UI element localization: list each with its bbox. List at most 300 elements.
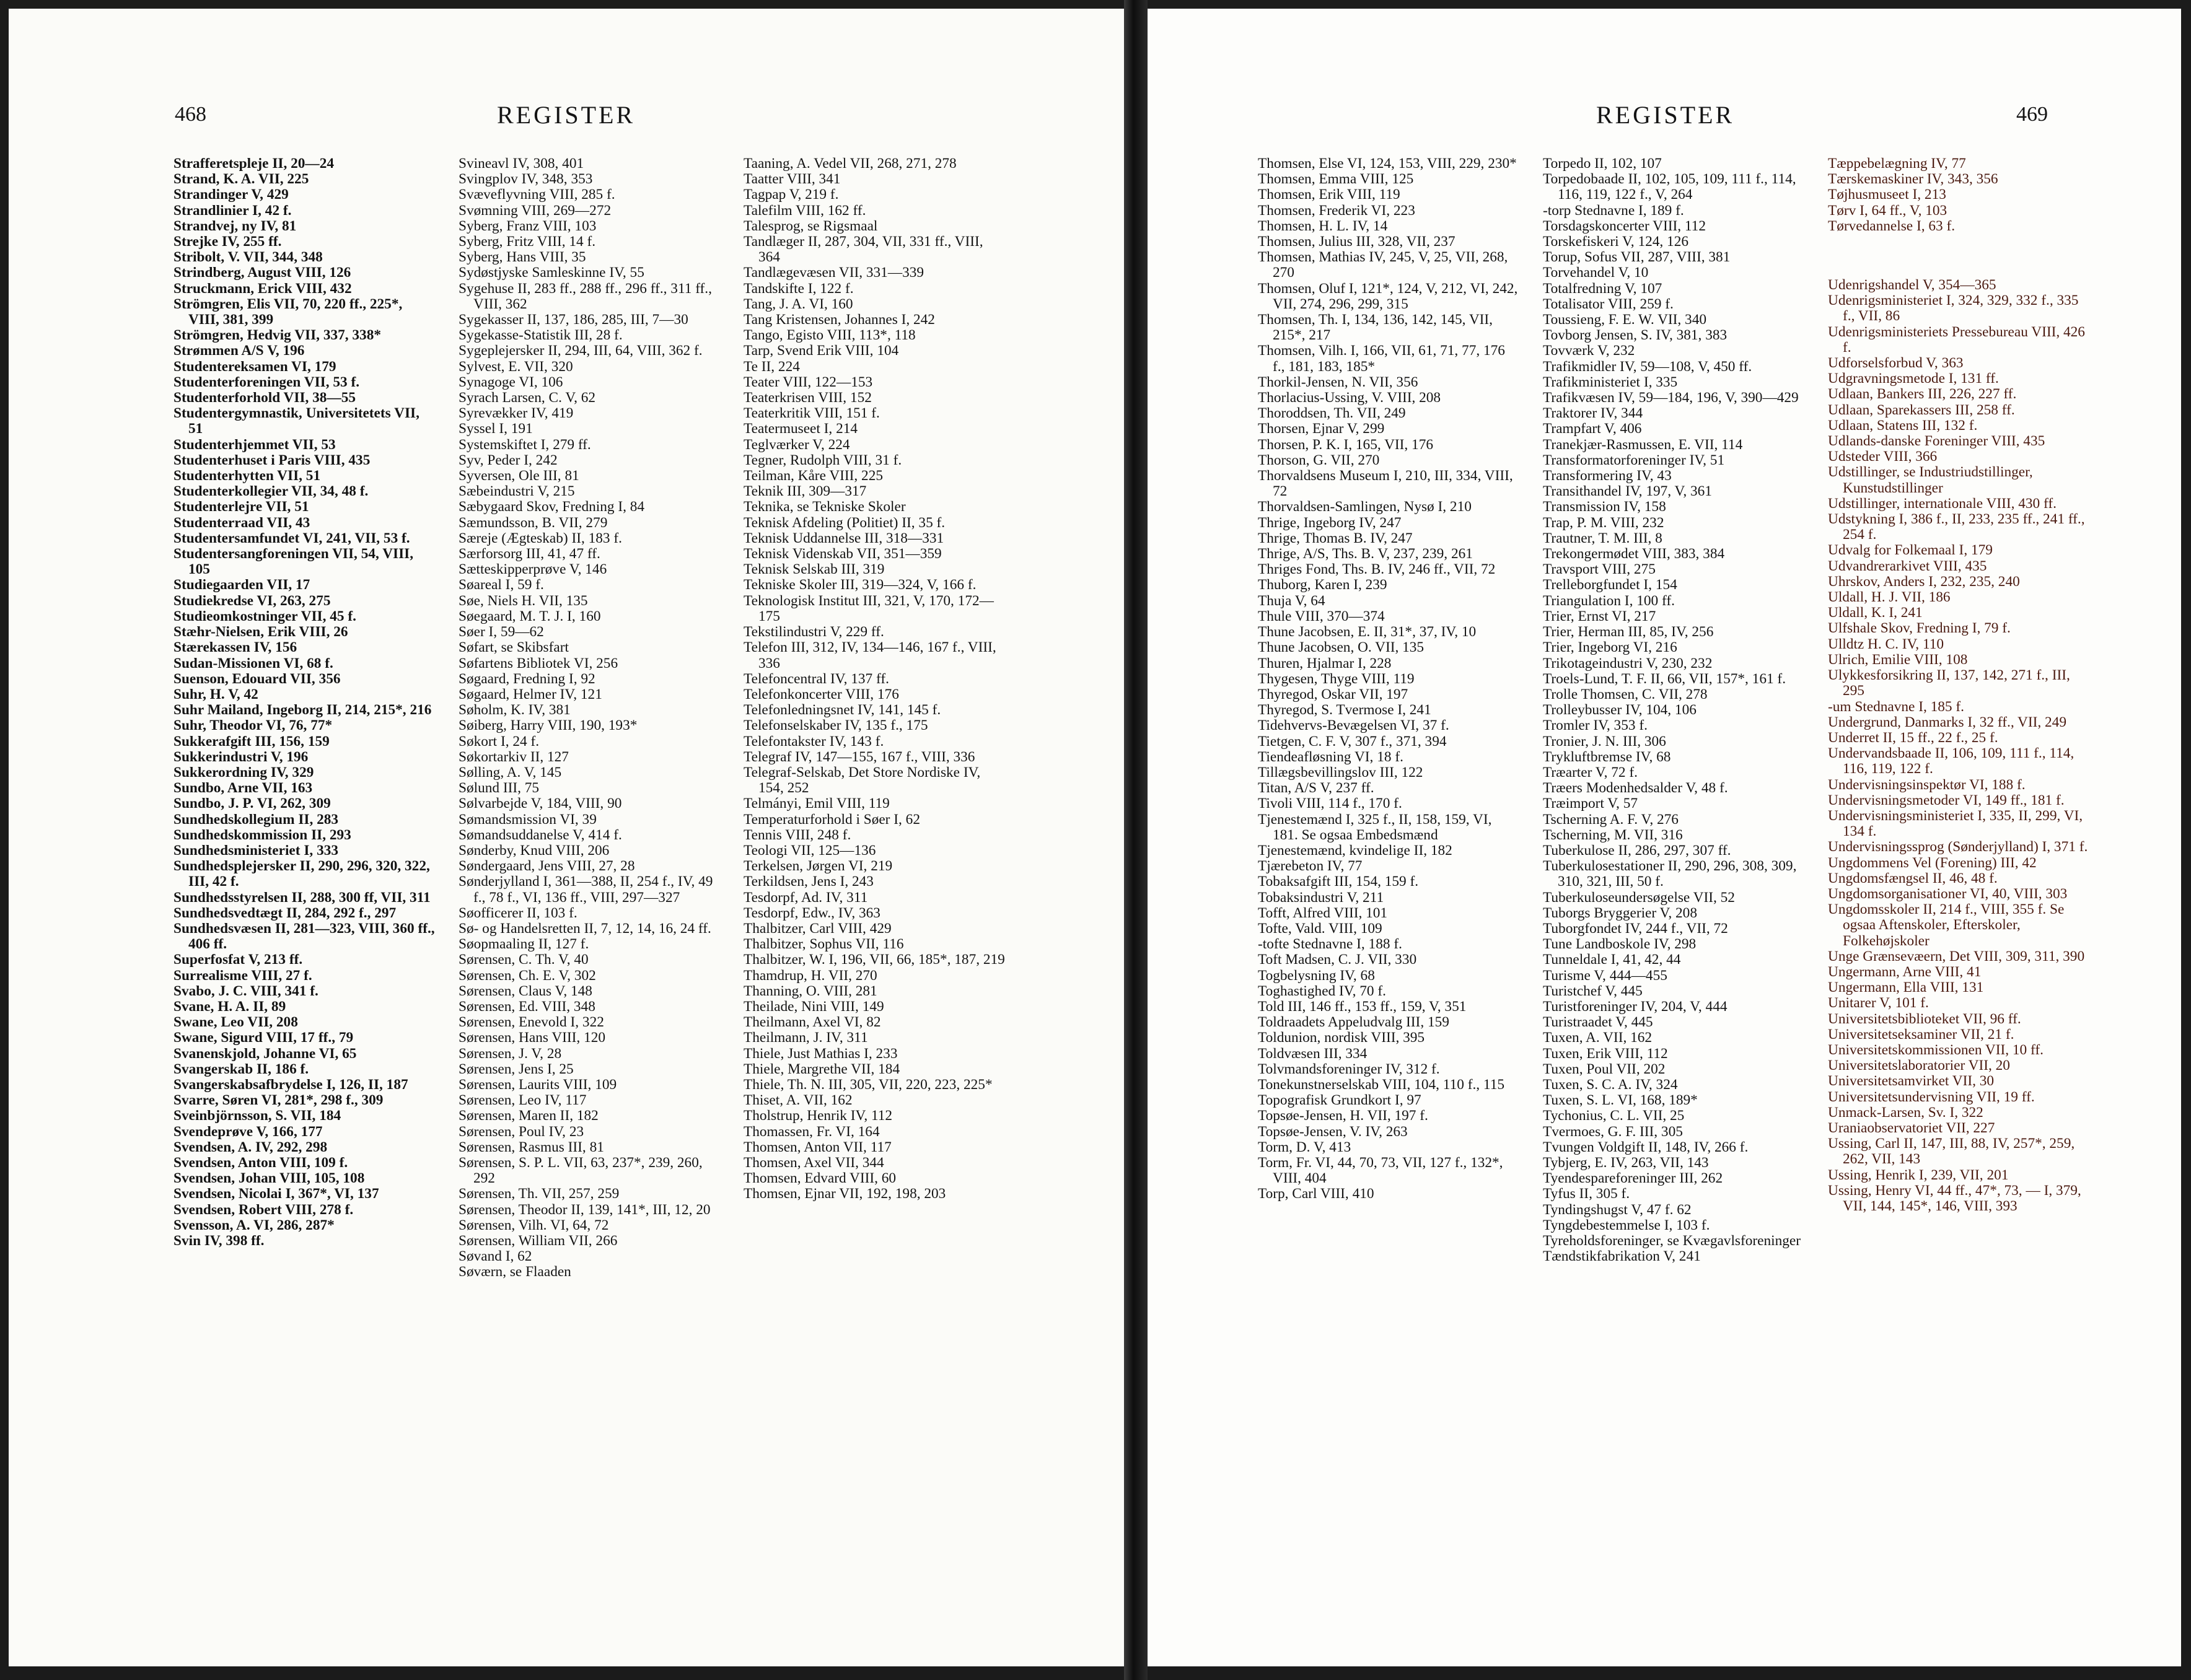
- index-entry: Udlands-danske Foreninger VIII, 435: [1828, 433, 2045, 450]
- index-entry: Svendsen, Johan VIII, 105, 108: [173, 1170, 365, 1187]
- index-entry: Thomsen, Edvard VIII, 60: [744, 1170, 897, 1187]
- index-entry: Søofficerer II, 103 f.: [459, 904, 577, 921]
- index-entry: Tekstilindustri V, 229 ff.: [744, 624, 884, 641]
- index-entry: Thorsen, P. K. I, 165, VII, 176: [1258, 436, 1433, 453]
- index-entry: Tuxen, Erik VIII, 112: [1543, 1045, 1668, 1062]
- index-entry: Undervandsbaade II, 106, 109, 111 f., 114, 116, 119, 122 f.: [1828, 745, 2075, 777]
- index-entry: Terkelsen, Jørgen VI, 219: [744, 858, 893, 875]
- index-entry: Thanning, O. VIII, 281: [744, 982, 877, 999]
- index-entry: Sygekasse-Statistik III, 28 f.: [459, 327, 623, 344]
- index-entry: Telefoncentral IV, 137 ff.: [744, 670, 889, 687]
- index-entry: Torpedo II, 102, 107: [1543, 155, 1662, 172]
- index-entry: Thyregod, Oskar VII, 197: [1258, 686, 1408, 702]
- index-entry: Syversen, Ole III, 81: [459, 468, 579, 484]
- index-entry: Struckmann, Erick VIII, 432: [173, 280, 352, 297]
- index-letter-gap: [1828, 234, 2091, 278]
- index-entry: Sø- og Handelsretten II, 7, 12, 14, 16, 24 ff.: [459, 920, 711, 937]
- index-entry: Theilmann, Axel VI, 82: [744, 1014, 881, 1031]
- index-entry: Thomsen, Ejnar VII, 192, 198, 203: [744, 1186, 946, 1202]
- index-entry: Syberg, Fritz VIII, 14 f.: [459, 234, 596, 250]
- index-entry: Sudan-Missionen VI, 68 f.: [173, 655, 333, 672]
- index-entry: Tarp, Svend Erik VIII, 104: [744, 343, 899, 359]
- index-entry: Thorvaldsen-Samlingen, Nysø I, 210: [1258, 499, 1472, 515]
- right-page: [1148, 9, 2181, 1666]
- index-entry: Tagpap V, 219 f.: [744, 186, 839, 203]
- index-entry: Thiele, Th. N. III, 305, VII, 220, 223, 225*: [744, 1076, 993, 1093]
- index-entry: Thiele, Margrethe VII, 184: [744, 1061, 900, 1077]
- index-entry: Telefonkoncerter VIII, 176: [744, 686, 899, 702]
- index-entry: Thomassen, Fr. VI, 164: [744, 1123, 880, 1140]
- index-entry: Syberg, Franz VIII, 103: [459, 217, 597, 234]
- index-entry: Toghastighed IV, 70 f.: [1258, 982, 1386, 999]
- index-entry: Studenterhytten VII, 51: [173, 468, 321, 484]
- index-entry: Tofte, Vald. VIII, 109: [1258, 920, 1382, 937]
- index-entry: Swane, Leo VII, 208: [173, 1014, 298, 1031]
- index-entry: Tesdorpf, Ad. IV, 311: [744, 889, 868, 906]
- index-entry: Transformatorforeninger IV, 51: [1543, 452, 1725, 468]
- index-entry: Søholm, K. IV, 381: [459, 702, 571, 719]
- index-entry: Suenson, Edouard VII, 356: [173, 670, 341, 687]
- index-entry: Sundhedsvedtægt II, 284, 292 f., 297: [173, 904, 397, 921]
- index-entry: Trelleborgfundet I, 154: [1543, 577, 1677, 593]
- index-entry: Ulldtz H. C. IV, 110: [1828, 636, 1944, 652]
- index-entry: Sundhedsplejersker II, 290, 296, 320, 322, III, 42 f.: [173, 858, 430, 890]
- index-entry: Tango, Egisto VIII, 113*, 118: [744, 327, 916, 344]
- index-entry: Sørensen, Claus V, 148: [459, 982, 592, 999]
- index-entry: Studiegaarden VII, 17: [173, 577, 310, 593]
- index-entry: Tandlæger II, 287, 304, VII, 331 ff., VIII, 364: [744, 234, 983, 266]
- index-entry: Stærekassen IV, 156: [173, 639, 297, 656]
- index-entry: Tscherning A. F. V, 276: [1543, 811, 1679, 828]
- index-entry: Søværn, se Flaaden: [459, 1264, 571, 1280]
- index-entry: Sørensen, William VII, 266: [459, 1233, 618, 1249]
- index-entry: Sømandsmission VI, 39: [459, 811, 597, 828]
- index-entry: Thrige, Ingeborg IV, 247: [1258, 514, 1402, 531]
- index-entry: Søkort I, 24 f.: [459, 733, 540, 750]
- index-entry: Telefon III, 312, IV, 134—146, 167 f., VIII, 336: [744, 639, 996, 672]
- index-entry: Torpedobaade II, 102, 105, 109, 111 f., 114, 116, 119, 122 f., V, 264: [1543, 171, 1796, 203]
- index-entry: Tjenestemænd, kvindelige II, 182: [1258, 842, 1452, 859]
- index-entry: Tyfus II, 305 f.: [1543, 1186, 1630, 1202]
- index-entry: Togbelysning IV, 68: [1258, 967, 1375, 984]
- index-entry: Toldraadets Appeludvalg III, 159: [1258, 1014, 1449, 1031]
- index-entry: Turistraadet V, 445: [1543, 1014, 1653, 1031]
- index-entry: Studenterhuset i Paris VIII, 435: [173, 452, 371, 468]
- index-entry: Toldunion, nordisk VIII, 395: [1258, 1030, 1425, 1046]
- index-entry: Studenterkollegier VII, 34, 48 f.: [173, 483, 369, 500]
- index-entry: Thuborg, Karen I, 239: [1258, 577, 1387, 593]
- index-entry: Suhr Mailand, Ingeborg II, 214, 215*, 216: [173, 702, 432, 719]
- index-entry: Theilade, Nini VIII, 149: [744, 998, 884, 1015]
- index-entry: Sukkerindustri V, 196: [173, 748, 309, 765]
- index-entry: Tegner, Rudolph VIII, 31 f.: [744, 452, 902, 468]
- index-entry: Suhr, Theodor VI, 76, 77*: [173, 717, 333, 734]
- index-entry: Teatermuseet I, 214: [744, 421, 858, 437]
- index-entry: Torup, Sofus VII, 287, VIII, 381: [1543, 249, 1731, 266]
- index-entry: Tuborgfondet IV, 244 f., VII, 72: [1543, 920, 1728, 937]
- index-entry: Svendsen, Robert VIII, 278 f.: [173, 1201, 354, 1218]
- running-header-right: REGISTER: [1596, 101, 1735, 129]
- index-entry: Triangulation I, 100 ff.: [1543, 592, 1675, 609]
- index-entry: Transmission IV, 158: [1543, 499, 1666, 515]
- index-entry: Turisme V, 444—455: [1543, 967, 1667, 984]
- index-entry: Søopmaaling II, 127 f.: [459, 936, 589, 953]
- index-entry: Svingplov IV, 348, 353: [459, 171, 593, 188]
- index-entry: Sæmundsson, B. VII, 279: [459, 514, 608, 531]
- index-entry: Udgravningsmetode I, 131 ff.: [1828, 370, 1999, 387]
- index-entry: Strömgren, Hedvig VII, 337, 338*: [173, 327, 382, 344]
- index-entry: Søareal I, 59 f.: [459, 577, 544, 593]
- index-entry: Søgaard, Helmer IV, 121: [459, 686, 602, 702]
- index-entry: Topsøe-Jensen, H. VII, 197 f.: [1258, 1108, 1428, 1124]
- index-entry: Tovborg Jensen, S. IV, 381, 383: [1543, 327, 1728, 344]
- index-entry: Sørensen, Maren II, 182: [459, 1108, 599, 1124]
- index-entry: Thomsen, Vilh. I, 166, VII, 61, 71, 77, 176 f., 181, 183, 185*: [1258, 343, 1505, 375]
- index-entry: Sønderjylland I, 361—388, II, 254 f., IV, 49 f., 78 f., VI, 136 ff., VIII, 297—327: [459, 873, 713, 906]
- index-entry: Sukkerordning IV, 329: [173, 764, 314, 781]
- index-entry: Svendsen, Anton VIII, 109 f.: [173, 1155, 348, 1171]
- index-entry: Studenterlejre VII, 51: [173, 499, 309, 515]
- index-entry: Tyendespareforeninger III, 262: [1543, 1170, 1723, 1187]
- index-entry: Teaterkritik VIII, 151 f.: [744, 405, 880, 422]
- index-entry: Unmack-Larsen, Sv. I, 322: [1828, 1104, 1983, 1121]
- index-entry: Studentereksamen VI, 179: [173, 358, 336, 375]
- index-entry: Tyreholdsforeninger, se Kvægavlsforeninger: [1543, 1233, 1801, 1249]
- index-entry: Udsteder VIII, 366: [1828, 448, 1938, 465]
- index-entry: Trekongermødet VIII, 383, 384: [1543, 546, 1725, 562]
- index-entry: Traktorer IV, 344: [1543, 405, 1643, 422]
- index-entry: Tofft, Alfred VIII, 101: [1258, 904, 1388, 921]
- index-entry: Uldall, K. I, 241: [1828, 605, 1923, 621]
- index-entry: Ulrich, Emilie VIII, 108: [1828, 651, 1968, 668]
- index-entry: Udstillinger, internationale VIII, 430 ff.: [1828, 495, 2057, 512]
- index-column-3: [1828, 156, 2091, 1264]
- index-entry: Trier, Herman III, 85, IV, 256: [1543, 624, 1714, 641]
- index-entry: Tobaksafgift III, 154, 159 f.: [1258, 873, 1419, 890]
- index-entry: Søfartens Bibliotek VI, 256: [459, 655, 618, 672]
- index-entry: Taaning, A. Vedel VII, 268, 271, 278: [744, 155, 957, 172]
- index-entry: Temperaturforhold i Søer I, 62: [744, 811, 920, 828]
- index-entry: Sæbeindustri V, 215: [459, 483, 575, 500]
- index-entry: Svendsen, A. IV, 292, 298: [173, 1139, 328, 1155]
- book-gutter: [1124, 0, 1148, 1680]
- index-entry: Universitetseksaminer VII, 21 f.: [1828, 1026, 2014, 1043]
- index-entry: Træarter V, 72 f.: [1543, 764, 1638, 781]
- index-entry: Svendeprøve V, 166, 177: [173, 1123, 323, 1140]
- index-entry: Thamdrup, H. VII, 270: [744, 967, 877, 984]
- index-entry: Sølvarbejde V, 184, VIII, 90: [459, 795, 622, 812]
- index-entry: Trykluftbremse IV, 68: [1543, 748, 1671, 765]
- index-entry: Undergrund, Danmarks I, 32 ff., VII, 249: [1828, 714, 2066, 730]
- index-entry: Syssel I, 191: [459, 421, 533, 437]
- page-number-right: 469: [2016, 103, 2048, 126]
- index-entry: Tyndingshugst V, 47 f. 62: [1543, 1201, 1692, 1218]
- index-entry: Ulfshale Skov, Fredning I, 79 f.: [1828, 620, 2011, 637]
- index-entry: Strandvej, ny IV, 81: [173, 217, 297, 234]
- index-entry: Universitetsamvirket VII, 30: [1828, 1073, 1995, 1090]
- index-entry: Telefonselskaber IV, 135 f., 175: [744, 717, 928, 734]
- index-entry: Underret II, 15 ff., 22 f., 25 f.: [1828, 729, 1998, 746]
- index-entry: Strömgren, Elis VII, 70, 220 ff., 225*, VIII, 381, 399: [173, 295, 403, 328]
- index-entry: Torp, Carl VIII, 410: [1258, 1186, 1374, 1202]
- index-entry: Tuberkuloseundersøgelse VII, 52: [1543, 889, 1735, 906]
- index-entry: Telegraf IV, 147—155, 167 f., VIII, 336: [744, 748, 975, 765]
- index-entry: Totalisator VIII, 259 f.: [1543, 295, 1674, 312]
- index-entry: Sørensen, Theodor II, 139, 141*, III, 12, 20: [459, 1201, 711, 1218]
- index-entry: Talesprog, se Rigsmaal: [744, 217, 878, 234]
- index-entry: Søiberg, Harry VIII, 190, 193*: [459, 717, 638, 734]
- index-column-1: [173, 156, 436, 1280]
- index-entry: Sørensen, C. Th. V, 40: [459, 952, 589, 968]
- index-entry: Søegaard, M. T. J. I, 160: [459, 608, 601, 624]
- index-entry: Trautner, T. M. III, 8: [1543, 530, 1662, 546]
- index-entry: Tuxen, Poul VII, 202: [1543, 1061, 1666, 1077]
- index-entry: Tillægsbevillingslov III, 122: [1258, 764, 1423, 781]
- index-entry: Sygekasser II, 137, 186, 285, III, 7—30: [459, 312, 688, 328]
- index-entry: Toft Madsen, C. J. VII, 330: [1258, 952, 1417, 968]
- index-entry: Sætteskipperprøve V, 146: [459, 561, 607, 578]
- index-entry: Sundbo, Arne VII, 163: [173, 780, 313, 797]
- index-entry: Told III, 146 ff., 153 ff., 159, V, 351: [1258, 998, 1467, 1015]
- index-entry: Trap, P. M. VIII, 232: [1543, 514, 1664, 531]
- index-column-2: [1543, 156, 1806, 1264]
- index-entry: Sørensen, S. P. L. VII, 63, 237*, 239, 260, 292: [459, 1155, 703, 1187]
- index-entry: Søndergaard, Jens VIII, 27, 28: [459, 858, 635, 875]
- index-entry: Suhr, H. V, 42: [173, 686, 258, 702]
- index-entry: Tychonius, C. L. VII, 25: [1543, 1108, 1685, 1124]
- index-entry: Sønderby, Knud VIII, 206: [459, 842, 610, 859]
- index-entry: Tranekjær-Rasmussen, E. VII, 114: [1543, 436, 1743, 453]
- index-entry: Udenrigsministeriets Pressebureau VIII, 426 f.: [1828, 323, 2085, 356]
- index-entry: Taatter VIII, 341: [744, 171, 841, 188]
- index-entry: Teknisk Videnskab VII, 351—359: [744, 546, 942, 562]
- index-entry: Ussing, Henry VI, 44 ff., 47*, 73, — I, 379, VII, 144, 145*, 146, VIII, 393: [1828, 1182, 2081, 1214]
- index-entry: Særeje (Ægteskab) II, 183 f.: [459, 530, 622, 546]
- index-entry: Sygehuse II, 283 ff., 288 ff., 296 ff., 311 ff., VIII, 362: [459, 280, 712, 312]
- index-entry: Telmányi, Emil VIII, 119: [744, 795, 890, 812]
- index-entry: Thomsen, Julius III, 328, VII, 237: [1258, 234, 1456, 250]
- left-page: [9, 9, 1124, 1666]
- index-entry: Telefontakster IV, 143 f.: [744, 733, 884, 750]
- index-entry: Tandlægevæsen VII, 331—339: [744, 265, 924, 281]
- index-entry: Thorkil-Jensen, N. VII, 356: [1258, 374, 1418, 390]
- index-entry: Teknisk Afdeling (Politiet) II, 35 f.: [744, 514, 946, 531]
- index-entry: Sølund III, 75: [459, 780, 540, 797]
- index-entry: Syrach Larsen, C. V, 62: [459, 390, 596, 406]
- index-entry: Teknologisk Institut III, 321, V, 170, 172—175: [744, 592, 994, 624]
- index-entry: Sundhedsministeriet I, 333: [173, 842, 339, 859]
- index-entry: Syv, Peder I, 242: [459, 452, 558, 468]
- index-entry: Sørensen, J. V, 28: [459, 1045, 562, 1062]
- index-entry: Teknika, se Tekniske Skoler: [744, 499, 906, 515]
- index-entry: Teaterkrisen VIII, 152: [744, 390, 872, 406]
- running-header-left: REGISTER: [497, 101, 636, 129]
- index-entry: Svæveflyvning VIII, 285 f.: [459, 186, 615, 203]
- index-entry: Tobaksindustri V, 211: [1258, 889, 1384, 906]
- index-entry: Turistforeninger IV, 204, V, 444: [1543, 998, 1728, 1015]
- index-entry: Udenrigsministeriet I, 324, 329, 332 f., 335 f., VII, 86: [1828, 292, 2079, 325]
- index-entry: Ungermann, Arne VIII, 41: [1828, 963, 1982, 980]
- index-entry: Thomsen, Axel VII, 344: [744, 1155, 884, 1171]
- index-entry: Trolleybusser IV, 104, 106: [1543, 702, 1697, 719]
- index-entry: Tennis VIII, 248 f.: [744, 826, 851, 843]
- index-entry: Tændstikfabrikation V, 241: [1543, 1248, 1701, 1265]
- index-entry: Svane, H. A. II, 89: [173, 998, 286, 1015]
- index-entry: Tvungen Voldgift II, 148, IV, 266 f.: [1543, 1139, 1749, 1155]
- index-entry: Tang, J. A. VI, 160: [744, 295, 853, 312]
- index-entry: Sylvest, E. VII, 320: [459, 358, 573, 375]
- index-entry: Tidehvervs-Bevægelsen VI, 37 f.: [1258, 717, 1449, 734]
- index-entry: Titan, A/S V, 237 ff.: [1258, 780, 1374, 797]
- index-entry: Særforsorg III, 41, 47 ff.: [459, 546, 600, 562]
- index-entry: Syrevækker IV, 419: [459, 405, 574, 422]
- index-entry: Sørensen, Hans VIII, 120: [459, 1030, 606, 1046]
- index-entry: Torm, Fr. VI, 44, 70, 73, VII, 127 f., 132*, VIII, 404: [1258, 1155, 1503, 1187]
- index-entry: Sveinbjörnsson, S. VII, 184: [173, 1108, 341, 1124]
- index-entry: Sæbygaard Skov, Fredning I, 84: [459, 499, 645, 515]
- index-entry: Torm, D. V, 413: [1258, 1139, 1351, 1155]
- index-entry: Thomsen, Mathias IV, 245, V, 25, VII, 268, 270: [1258, 249, 1508, 281]
- index-entry: Universitetslaboratorier VII, 20: [1828, 1057, 2010, 1074]
- index-entry: Trafikministeriet I, 335: [1543, 374, 1678, 390]
- index-entry: Udlaan, Bankers III, 226, 227 ff.: [1828, 386, 2017, 403]
- index-entry: Sundhedskollegium II, 283: [173, 811, 339, 828]
- index-entry: Tronier, J. N. III, 306: [1543, 733, 1666, 750]
- index-entry: Svineavl IV, 308, 401: [459, 155, 584, 172]
- index-entry: Studiekredse VI, 263, 275: [173, 592, 331, 609]
- index-entry: Søe, Niels H. VII, 135: [459, 592, 588, 609]
- index-entry: Thune Jacobsen, O. VII, 135: [1258, 639, 1425, 656]
- index-entry: -tofte Stednavne I, 188 f.: [1258, 936, 1402, 953]
- index-entry: Topografisk Grundkort I, 97: [1258, 1092, 1421, 1109]
- index-entry: Travsport VIII, 275: [1543, 561, 1656, 578]
- index-entry: Ulykkesforsikring II, 137, 142, 271 f., III, 295: [1828, 667, 2070, 699]
- index-entry: Sørensen, Enevold I, 322: [459, 1014, 604, 1031]
- index-entry: Thule VIII, 370—374: [1258, 608, 1385, 624]
- index-entry: Udlaan, Sparekassers III, 258 ff.: [1828, 401, 2015, 418]
- index-entry: Tunneldale I, 41, 42, 44: [1543, 952, 1681, 968]
- index-entry: Undervisningssprog (Sønderjylland) I, 371 f.: [1828, 839, 2088, 855]
- index-entry: Studieomkostninger VII, 45 f.: [173, 608, 356, 624]
- index-entry: Strindberg, August VIII, 126: [173, 265, 351, 281]
- index-entry: Transithandel IV, 197, V, 361: [1543, 483, 1712, 500]
- index-entry: Træers Modenhedsalder V, 48 f.: [1543, 780, 1728, 797]
- index-entry: Universitetsundervisning VII, 19 ff.: [1828, 1088, 2035, 1105]
- index-entry: Thiele, Just Mathias I, 233: [744, 1045, 898, 1062]
- index-entry: Thoroddsen, Th. VII, 249: [1258, 405, 1406, 422]
- index-entry: Terkildsen, Jens I, 243: [744, 873, 874, 890]
- index-entry: Tøjhusmuseet I, 213: [1828, 186, 1946, 203]
- index-entry: Studenterraad VII, 43: [173, 514, 310, 531]
- index-entry: Unitarer V, 101 f.: [1828, 995, 1929, 1012]
- index-entry: Undervisningsministeriet I, 335, II, 299, VI, 134 f.: [1828, 807, 2083, 840]
- index-entry: Søgaard, Fredning I, 92: [459, 670, 595, 687]
- index-entry: Thomsen, Else VI, 124, 153, VIII, 229, 230*: [1258, 155, 1517, 172]
- index-entry: Teater VIII, 122—153: [744, 374, 873, 390]
- index-entry: Universitetskommissionen VII, 10 ff.: [1828, 1041, 2044, 1058]
- index-entry: Tuxen, S. C. A. IV, 324: [1543, 1076, 1678, 1093]
- index-entry: Tuxen, A. VII, 162: [1543, 1030, 1653, 1046]
- index-entry: Tiendeafløsning VI, 18 f.: [1258, 748, 1403, 765]
- index-entry: Tonekunstnerselskab VIII, 104, 110 f., 115: [1258, 1076, 1505, 1093]
- index-entry: Uraniaobservatoriet VII, 227: [1828, 1119, 1995, 1136]
- index-entry: Sørensen, Laurits VIII, 109: [459, 1076, 617, 1093]
- index-entry: Sørensen, Poul IV, 23: [459, 1123, 584, 1140]
- index-column-2: [459, 156, 721, 1280]
- index-columns-left: [173, 156, 1006, 1280]
- index-entry: Sørensen, Ed. VIII, 348: [459, 998, 595, 1015]
- index-entry: Søfart, se Skibsfart: [459, 639, 569, 656]
- index-entry: Tyngdebestemmelse I, 103 f.: [1543, 1217, 1710, 1233]
- index-entry: Ungdommens Vel (Forening) III, 42: [1828, 854, 2037, 871]
- index-entry: Systemskiftet I, 279 ff.: [459, 436, 591, 453]
- index-entry: Tscherning, M. VII, 316: [1543, 826, 1683, 843]
- index-entry: Telefonledningsnet IV, 141, 145 f.: [744, 702, 941, 719]
- index-entry: Tromler IV, 353 f.: [1543, 717, 1648, 734]
- index-entry: Te II, 224: [744, 358, 800, 375]
- index-column-3: [744, 156, 1006, 1280]
- index-entry: Sølling, A. V, 145: [459, 764, 562, 781]
- index-entry: Superfosfat V, 213 ff.: [173, 952, 303, 968]
- index-entry: Søkortarkiv II, 127: [459, 748, 569, 765]
- index-entry: Ungdomsorganisationer VI, 40, VIII, 303: [1828, 885, 2068, 902]
- index-entry: Teologi VII, 125—136: [744, 842, 876, 859]
- index-entry: Tjenestemænd I, 325 f., II, 158, 159, VI, 181. Se ogsaa Embedsmænd: [1258, 811, 1492, 843]
- index-entry: Studentergymnastik, Universitetets VII, 51: [173, 405, 419, 437]
- index-entry: Svangerskab II, 186 f.: [173, 1061, 309, 1077]
- index-entry: Tørvedannelse I, 63 f.: [1828, 217, 1956, 234]
- index-entry: Thalbitzer, W. I, 196, VII, 66, 185*, 187, 219: [744, 952, 1005, 968]
- index-entry: Sømandsuddanelse V, 414 f.: [459, 826, 622, 843]
- index-entry: Teglværker V, 224: [744, 436, 850, 453]
- index-entry: Trier, Ernst VI, 217: [1543, 608, 1656, 624]
- index-entry: Studenterforhold VII, 38—55: [173, 390, 356, 406]
- index-entry: Thrige, A/S, Ths. B. V, 237, 239, 261: [1258, 546, 1473, 562]
- index-entry: Sørensen, Vilh. VI, 64, 72: [459, 1217, 609, 1233]
- index-entry: Undervisningsinspektør VI, 188 f.: [1828, 776, 2026, 793]
- index-entry: Svanenskjold, Johanne VI, 65: [173, 1045, 357, 1062]
- index-entry: Topsøe-Jensen, V. IV, 263: [1258, 1123, 1408, 1140]
- index-entry: Udforselsforbud V, 363: [1828, 355, 1964, 372]
- index-entry: Tørv I, 64 ff., V, 103: [1828, 202, 1947, 219]
- index-entry: Thorlacius-Ussing, V. VIII, 208: [1258, 390, 1441, 406]
- index-entry: Studentersangforeningen VII, 54, VIII, 105: [173, 546, 414, 578]
- index-entry: Undervisningsmetoder VI, 149 ff., 181 f.: [1828, 792, 2065, 808]
- index-entry: Svensson, A. VI, 286, 287*: [173, 1217, 335, 1233]
- index-entry: Synagoge VI, 106: [459, 374, 563, 390]
- index-entry: Udstillinger, se Industriudstillinger, Kunstudstillinger: [1828, 464, 2033, 496]
- index-entry: Tjærebeton IV, 77: [1258, 858, 1363, 875]
- index-entry: -torp Stednavne I, 189 f.: [1543, 202, 1684, 219]
- index-entry: Sørensen, Rasmus III, 81: [459, 1139, 604, 1155]
- index-entry: Torsdagskoncerter VIII, 112: [1543, 217, 1706, 234]
- index-entry: Studenterhjemmet VII, 53: [173, 436, 336, 453]
- index-entry: Tvermoes, G. F. III, 305: [1543, 1123, 1683, 1140]
- index-entry: Syberg, Hans VIII, 35: [459, 249, 586, 266]
- index-entry: Unge Grænsevæern, Det VIII, 309, 311, 390: [1828, 948, 2085, 965]
- index-entry: Thrige, Thomas B. IV, 247: [1258, 530, 1413, 546]
- index-entry: Tuberkulose II, 286, 297, 307 ff.: [1543, 842, 1731, 859]
- index-entry: Thuren, Hjalmar I, 228: [1258, 655, 1392, 672]
- index-entry: Sørensen, Ch. E. V, 302: [459, 967, 596, 984]
- index-entry: Toldvæsen III, 334: [1258, 1045, 1368, 1062]
- index-entry: Svabo, J. C. VIII, 341 f.: [173, 982, 318, 999]
- index-entry: Tuborgs Bryggerier V, 208: [1543, 904, 1697, 921]
- index-entry: Thuja V, 64: [1258, 592, 1325, 609]
- index-entry: Tesdorpf, Edw., IV, 363: [744, 904, 880, 921]
- index-entry: Surrealisme VIII, 27 f.: [173, 967, 312, 984]
- index-entry: Transformering IV, 43: [1543, 468, 1672, 484]
